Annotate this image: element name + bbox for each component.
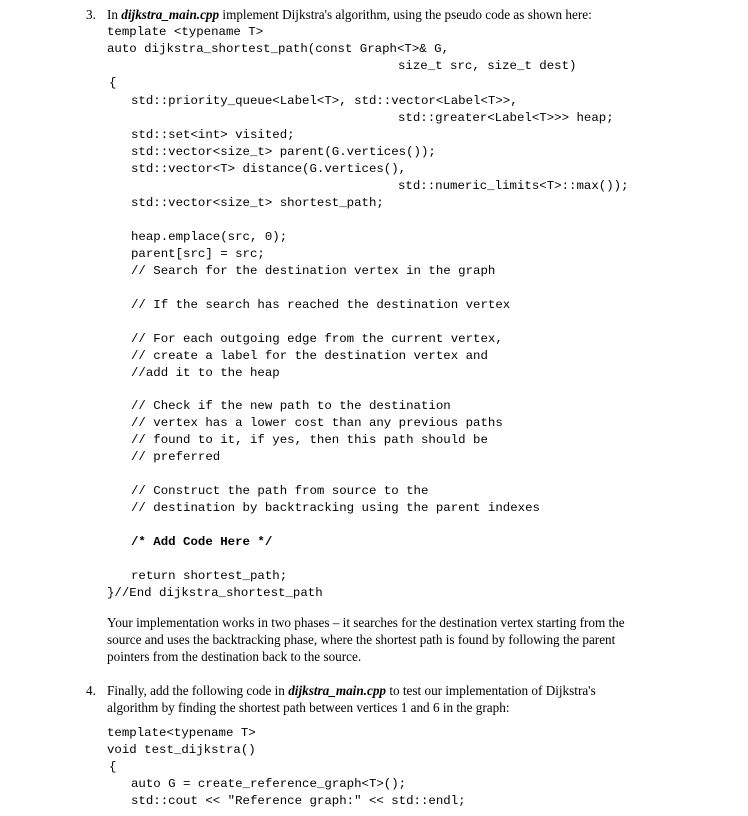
paragraph-line: Your implementation works in two phases – it searches for the destination vertex starting from the bbox=[107, 615, 625, 630]
code-line: }//End dijkstra_shortest_path bbox=[107, 586, 323, 600]
code-line: std::cout << "Reference graph:" << std::endl; bbox=[131, 794, 466, 808]
item-4-line-1-after: to test our implementation of Dijkstra's bbox=[386, 683, 596, 698]
item-3-number: 3. bbox=[86, 7, 96, 22]
code-comment: // found to it, if yes, then this path should be bbox=[131, 433, 488, 447]
code-line: return shortest_path; bbox=[131, 569, 288, 583]
item-4-number: 4. bbox=[86, 683, 96, 698]
paragraph-line: pointers from the destination back to the source. bbox=[107, 649, 362, 664]
code-line: template<typename T> bbox=[107, 726, 256, 740]
item-3-intro-after: implement Dijkstra's algorithm, using the pseudo code as shown here: bbox=[219, 7, 592, 22]
code-comment: // For each outgoing edge from the current vertex, bbox=[131, 332, 503, 346]
code-line: void test_dijkstra() bbox=[107, 743, 256, 757]
code-line: size_t src, size_t dest) bbox=[398, 59, 577, 73]
paragraph-line: source and uses the backtracking phase, where the shortest path is found by following the parent bbox=[107, 632, 616, 647]
code-line: auto G = create_reference_graph<T>(); bbox=[131, 777, 407, 791]
code-comment: // Check if the new path to the destination bbox=[131, 399, 451, 413]
code-comment: // If the search has reached the destination vertex bbox=[131, 298, 511, 312]
item-4-line-1 bbox=[107, 683, 707, 699]
code-comment: // preferred bbox=[131, 450, 221, 464]
code-comment: //add it to the heap bbox=[131, 366, 280, 380]
add-code-here-comment: /* Add Code Here */ bbox=[131, 535, 273, 549]
code-line: parent[src] = src; bbox=[131, 247, 265, 261]
code-line: std::set<int> visited; bbox=[131, 128, 295, 142]
code-line: std::vector<T> distance(G.vertices(), bbox=[131, 162, 407, 176]
item-3-intro-before: In bbox=[107, 7, 122, 22]
code-line: { bbox=[109, 760, 117, 774]
code-line: std::priority_queue<Label<T>, std::vector<Label<T>>, bbox=[131, 94, 518, 108]
code-line: std::vector<size_t> shortest_path; bbox=[131, 196, 384, 210]
code-line: auto dijkstra_shortest_path(const Graph<T>& G, bbox=[107, 42, 450, 56]
code-comment: // Search for the destination vertex in the graph bbox=[131, 264, 496, 278]
item-3-intro bbox=[107, 7, 707, 23]
code-comment: // create a label for the destination vertex and bbox=[131, 349, 488, 363]
code-line: std::numeric_limits<T>::max()); bbox=[398, 179, 629, 193]
code-line: std::vector<size_t> parent(G.vertices()); bbox=[131, 145, 436, 159]
item-4-line-2: algorithm by finding the shortest path between vertices 1 and 6 in the graph: bbox=[107, 700, 510, 715]
code-comment: // vertex has a lower cost than any previous paths bbox=[131, 416, 503, 430]
code-line: std::greater<Label<T>>> heap; bbox=[398, 111, 614, 125]
code-line: template <typename T> bbox=[107, 25, 264, 39]
item-3-filename: dijkstra_main.cpp bbox=[121, 7, 220, 22]
code-line: heap.emplace(src, 0); bbox=[131, 230, 288, 244]
item-4-line-1-before: Finally, add the following code in bbox=[107, 683, 289, 698]
code-line: { bbox=[109, 76, 117, 90]
code-comment: // Construct the path from source to the bbox=[131, 484, 429, 498]
code-comment: // destination by backtracking using the parent indexes bbox=[131, 501, 540, 515]
item-4-filename: dijkstra_main.cpp bbox=[288, 683, 387, 698]
